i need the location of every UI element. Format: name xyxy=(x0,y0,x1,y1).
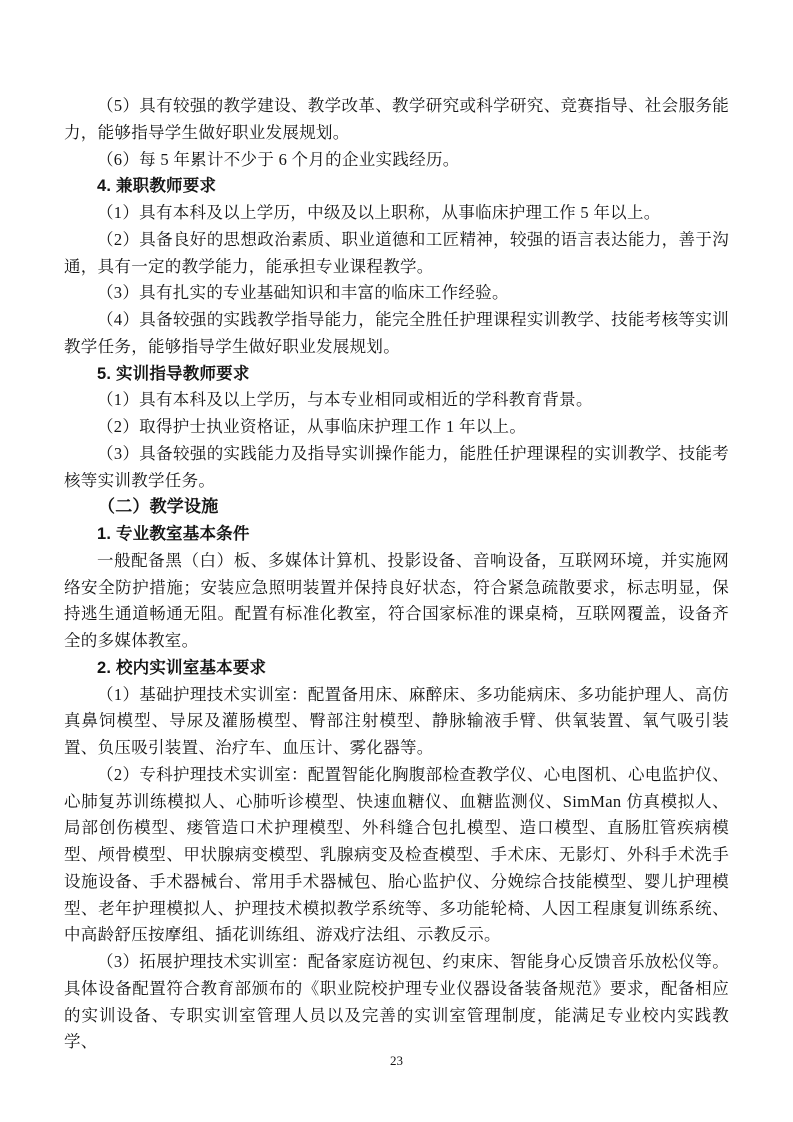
body-paragraph: （4）具备较强的实践教学指导能力，能完全胜任护理课程实训教学、技能考核等实训教学任务，能够指导学生做好职业发展规划。 xyxy=(64,310,729,356)
body-paragraph: （2）具备良好的思想政治素质、职业道德和工匠精神，较强的语言表达能力，善于沟通，具有一定的教学能力，能承担专业课程教学。 xyxy=(64,229,729,276)
body-paragraph: （3）具有扎实的专业基础知识和丰富的临床工作经验。 xyxy=(97,283,509,303)
section-heading: 1. 专业教室基本条件 xyxy=(97,525,250,543)
document-content xyxy=(64,93,729,1056)
page-footer xyxy=(0,1052,793,1070)
body-paragraph: （1）具有本科及以上学历，与本专业相同或相近的学科教育背景。 xyxy=(97,390,593,410)
section-heading: 2. 校内实训室基本要求 xyxy=(97,658,267,677)
section-heading: 4. 兼职教师要求 xyxy=(97,177,217,196)
body-paragraph: 一般配备黑（白）板、多媒体计算机、投影设备、音响设备，互联网环境，并实施网络安全防护措施；安装应急照明装置并保持良好状态，符合紧急疏散要求，标志明显，保持逃生通道畅通无阻。配置有标准化教室，符合国家标准的课桌椅，互联网覆盖，设备齐全的多媒体教室。 xyxy=(64,550,729,650)
section-heading: （二）教学设施 xyxy=(98,497,219,517)
page-number: 23 xyxy=(390,1053,403,1068)
body-paragraph: （3）拓展护理技术实训室：配备家庭访视包、约束床、智能身心反馈音乐放松仪等。具体设备配置符合教育部颁布的《职业院校护理专业仪器设备装备规范》要求，配备相应的实训设备、专职实训室管理人员以及完善的实训室管理制度，能满足专业校内实践教学、 xyxy=(64,952,729,1052)
body-paragraph: （2）取得护士执业资格证，从事临床护理工作 1 年以上。 xyxy=(97,417,527,436)
section-heading: 5. 实训指导教师要求 xyxy=(97,364,250,383)
body-paragraph: （3）具备较强的实践能力及指导实训操作能力，能胜任护理课程的实训教学、技能考核等实训教学任务。 xyxy=(64,443,729,490)
body-paragraph: （6）每 5 年累计不少于 6 个月的企业实践经历。 xyxy=(97,149,460,169)
body-paragraph: （1）基础护理技术实训室：配置备用床、麻醉床、多功能病床、多功能护理人、高仿真鼻饲模型、导尿及灌肠模型、臀部注射模型、静脉输液手臂、供氧装置、氧气吸引装置、负压吸引装置、治疗车、血压计、雾化器等。 xyxy=(64,684,729,757)
body-paragraph: （1）具有本科及以上学历，中级及以上职称，从事临床护理工作 5 年以上。 xyxy=(97,203,661,222)
body-paragraph: （2）专科护理技术实训室：配置智能化胸腹部检查教学仪、心电图机、心电监护仪、心肺复苏训练模拟人、心肺听诊模型、快速血糖仪、血糖监测仪、SimMan 仿真模拟人、局部创伤模型、瘘管造口术护理模型、外科缝合包扎模型、造口模型、直肠肛管疾病模型、颅骨模型、甲状腺病变模型、乳腺病变及检查模型、手术床、无影灯、外科手术洗手设施设备、手术器械台、常用手术器械包、胎心监护仪、分娩综合技能模型、婴儿护理模型、老年护理模拟人、护理技术模拟教学系统等、多功能轮椅、人因工程康复训练系统、中高龄舒压按摩组、插花训练组、游戏疗法组、示教反示。 xyxy=(64,764,729,945)
body-paragraph: （5）具有较强的教学建设、教学改革、教学研究或科学研究、竞赛指导、社会服务能力，能够指导学生做好职业发展规划。 xyxy=(64,96,729,142)
